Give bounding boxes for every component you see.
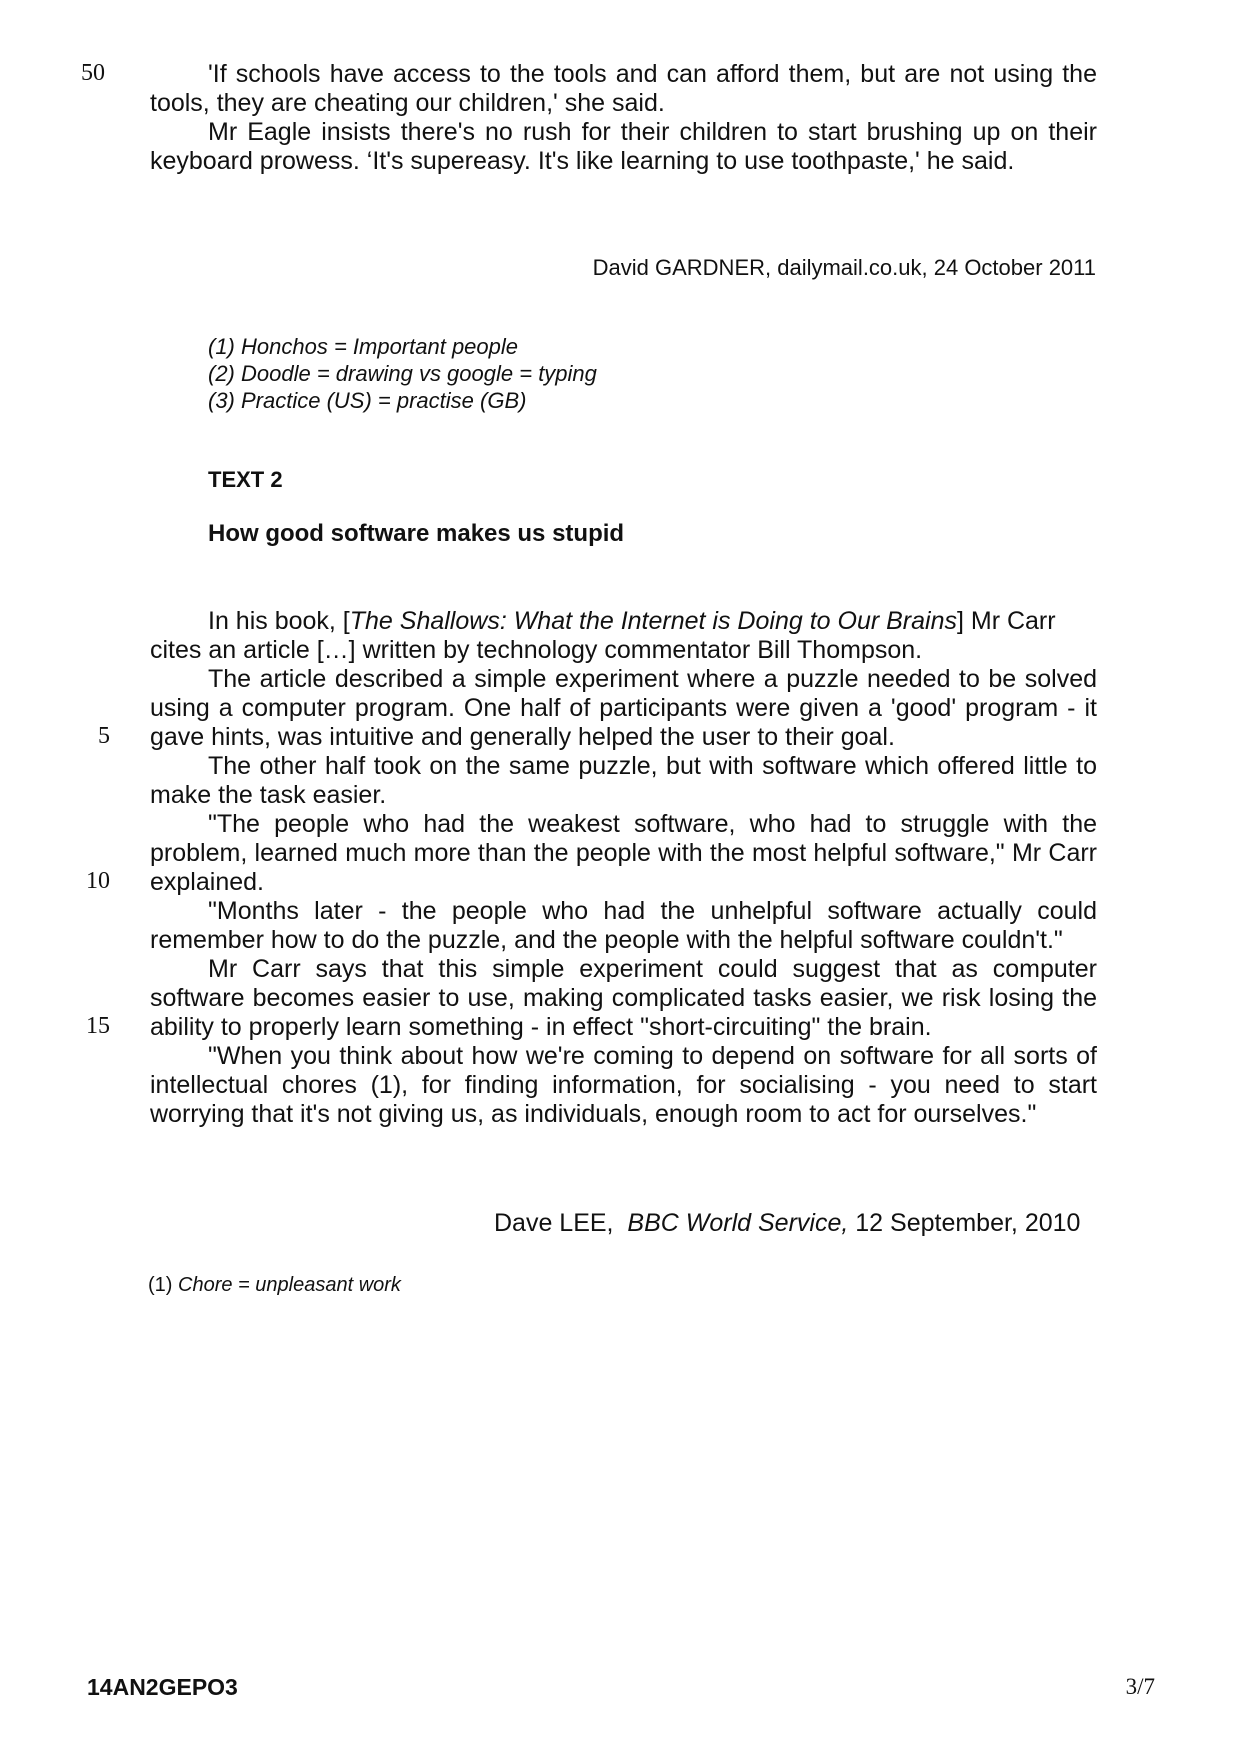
source-date: 12 September, 2010 bbox=[855, 1209, 1081, 1237]
text2-line: gave hints, was intuitive and generally helped the user to their goal. bbox=[150, 723, 895, 751]
text2-first-line-a: In his book, [ bbox=[208, 607, 350, 635]
line-number-5: 5 bbox=[98, 723, 110, 749]
text2-line: "Months later - the people who had the unhelpful software actually could bbox=[208, 897, 1097, 925]
text2-line: software becomes easier to use, making complicated tasks easier, we risk losing the bbox=[150, 984, 1097, 1012]
text2-first-line bbox=[208, 607, 1097, 636]
text1-note: (2) Doodle = drawing vs google = typing bbox=[208, 361, 597, 386]
text2-line: worrying that it's not giving us, as individuals, enough room to act for ourselves." bbox=[150, 1100, 1037, 1128]
line-number-10: 10 bbox=[86, 868, 110, 894]
book-title: The Shallows: What the Internet is Doing to Our Brains bbox=[349, 607, 957, 635]
text2-line: ability to properly learn something - in effect "short-circuiting" the brain. bbox=[150, 1013, 932, 1041]
text2-first-line-b: ] Mr Carr bbox=[956, 607, 1056, 635]
text2-line: Mr Carr says that this simple experiment could suggest that as computer bbox=[208, 955, 1097, 983]
text2-line: "When you think about how we're coming to depend on software for all sorts of bbox=[208, 1042, 1097, 1070]
text2-line: intellectual chores (1), for finding information, for socialising - you need to start bbox=[150, 1071, 1097, 1099]
text2-line: cites an article […] written by technology commentator Bill Thompson. bbox=[150, 636, 923, 664]
text1-note: (3) Practice (US) = practise (GB) bbox=[208, 388, 527, 413]
footer-code: 14AN2GEPO3 bbox=[87, 1674, 238, 1700]
text1-line: tools, they are cheating our children,' she said. bbox=[150, 89, 665, 117]
text2-line: "The people who had the weakest software, who had to struggle with the bbox=[208, 810, 1097, 838]
text1-line: Mr Eagle insists there's no rush for their children to start brushing up on their bbox=[208, 118, 1097, 146]
footnote-text: Chore = unpleasant work bbox=[178, 1274, 401, 1296]
line-number-50: 50 bbox=[81, 60, 105, 86]
text1-line: keyboard prowess. ‘It's supereasy. It's like learning to use toothpaste,' he said. bbox=[150, 147, 1015, 175]
text2-line: explained. bbox=[150, 868, 264, 896]
text2-footnote bbox=[148, 1274, 401, 1297]
text2-line: problem, learned much more than the people with the most helpful software," Mr Carr bbox=[150, 839, 1097, 867]
text2-source bbox=[494, 1209, 1080, 1238]
line-number-15: 15 bbox=[86, 1013, 110, 1039]
text1-note: (1) Honchos = Important people bbox=[208, 334, 519, 359]
text2-title: How good software makes us stupid bbox=[208, 520, 625, 547]
text1-source: David GARDNER, dailymail.co.uk, 24 October 2011 bbox=[592, 255, 1096, 280]
source-publication: BBC World Service, bbox=[627, 1209, 849, 1237]
text2-line: The other half took on the same puzzle, but with software which offered little to bbox=[208, 752, 1097, 780]
page-number: 3/7 bbox=[1125, 1674, 1155, 1699]
text2-label: TEXT 2 bbox=[208, 467, 283, 492]
text2-line: using a computer program. One half of participants were given a 'good' program - it bbox=[150, 694, 1097, 722]
source-author: Dave LEE, bbox=[494, 1209, 614, 1237]
text2-line: make the task easier. bbox=[150, 781, 387, 809]
text2-line: remember how to do the puzzle, and the people with the helpful software couldn't." bbox=[150, 926, 1063, 954]
footnote-number: (1) bbox=[148, 1274, 173, 1296]
text1-line: 'If schools have access to the tools and can afford them, but are not using the bbox=[208, 60, 1097, 88]
text2-line: The article described a simple experiment where a puzzle needed to be solved bbox=[208, 665, 1097, 693]
